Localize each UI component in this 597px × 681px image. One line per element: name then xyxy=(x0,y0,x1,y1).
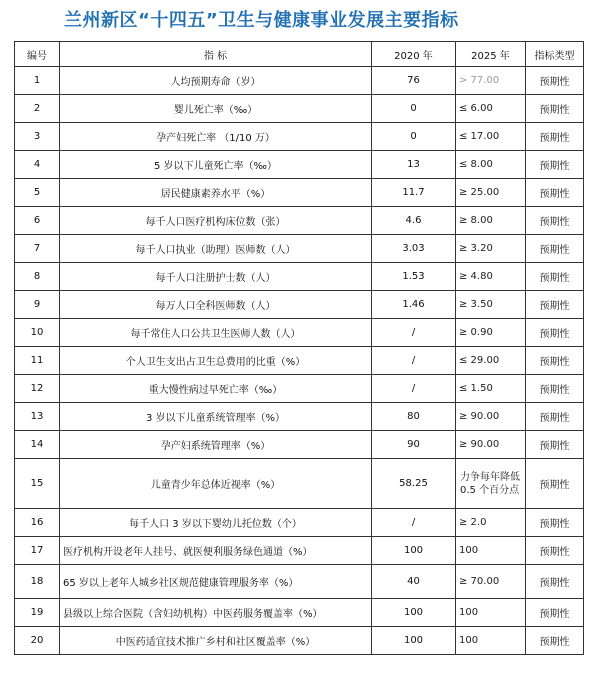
table-row xyxy=(15,347,584,375)
row-value-2020: 100 xyxy=(372,627,456,655)
table-row xyxy=(15,151,584,179)
row-type: 预期性 xyxy=(526,207,584,235)
row-value-2020: 58.25 xyxy=(372,459,456,509)
row-target-2025: ≤ 6.00 xyxy=(456,95,526,123)
row-target-2025: ≥ 70.00 xyxy=(456,565,526,599)
row-value-2020: 100 xyxy=(372,599,456,627)
row-num: 19 xyxy=(15,599,60,627)
header-num: 编号 xyxy=(15,42,60,67)
row-type: 预期性 xyxy=(526,291,584,319)
row-indicator: 重大慢性病过早死亡率（‰） xyxy=(60,375,372,403)
row-indicator: 5 岁以下儿童死亡率（‰） xyxy=(60,151,372,179)
row-indicator: 每万人口全科医师数（人） xyxy=(60,291,372,319)
row-target-2025: 100 xyxy=(456,627,526,655)
row-indicator: 65 岁以上老年人城乡社区规范健康管理服务率（%） xyxy=(60,565,372,599)
row-indicator: 居民健康素养水平（%） xyxy=(60,179,372,207)
row-type: 预期性 xyxy=(526,67,584,95)
row-target-2025: ≥ 25.00 xyxy=(456,179,526,207)
row-target-2025: 力争每年降低0.5 个百分点 xyxy=(456,459,526,509)
row-value-2020: 90 xyxy=(372,431,456,459)
row-num: 5 xyxy=(15,179,60,207)
row-value-2020: 13 xyxy=(372,151,456,179)
row-value-2020: 100 xyxy=(372,537,456,565)
table-row xyxy=(15,509,584,537)
table-row xyxy=(15,627,584,655)
row-num: 8 xyxy=(15,263,60,291)
row-num: 3 xyxy=(15,123,60,151)
header-row xyxy=(15,42,584,67)
table-row xyxy=(15,123,584,151)
row-indicator: 婴儿死亡率（‰） xyxy=(60,95,372,123)
row-num: 20 xyxy=(15,627,60,655)
row-indicator: 儿童青少年总体近视率（%） xyxy=(60,459,372,509)
row-value-2020: 80 xyxy=(372,403,456,431)
table-row xyxy=(15,375,584,403)
row-indicator: 每千常住人口公共卫生医师人数（人） xyxy=(60,319,372,347)
row-type: 预期性 xyxy=(526,95,584,123)
row-target-2025: ≥ 2.0 xyxy=(456,509,526,537)
row-num: 18 xyxy=(15,565,60,599)
header-2020: 2020 年 xyxy=(372,42,456,67)
row-indicator: 每千人口执业（助理）医师数（人） xyxy=(60,235,372,263)
row-value-2020: 0 xyxy=(372,95,456,123)
row-target-2025: ≤ 1.50 xyxy=(456,375,526,403)
header-type: 指标类型 xyxy=(526,42,584,67)
row-type: 预期性 xyxy=(526,403,584,431)
row-type: 预期性 xyxy=(526,235,584,263)
row-target-2025: 100 xyxy=(456,537,526,565)
document-title: 兰州新区“十四五”卫生与健康事业发展主要指标 xyxy=(64,10,459,31)
row-num: 13 xyxy=(15,403,60,431)
row-indicator: 每千人口注册护士数（人） xyxy=(60,263,372,291)
row-type: 预期性 xyxy=(526,375,584,403)
table-row xyxy=(15,95,584,123)
row-type: 预期性 xyxy=(526,347,584,375)
row-target-2025: ≤ 29.00 xyxy=(456,347,526,375)
table-row xyxy=(15,207,584,235)
row-type: 预期性 xyxy=(526,537,584,565)
row-value-2020: 11.7 xyxy=(372,179,456,207)
row-num: 10 xyxy=(15,319,60,347)
row-target-2025: ≥ 90.00 xyxy=(456,403,526,431)
row-target-2025: ≥ 3.20 xyxy=(456,235,526,263)
row-target-2025: ≥ 3.50 xyxy=(456,291,526,319)
row-value-2020: 76 xyxy=(372,67,456,95)
row-type: 预期性 xyxy=(526,599,584,627)
row-value-2020: / xyxy=(372,319,456,347)
row-type: 预期性 xyxy=(526,319,584,347)
row-num: 16 xyxy=(15,509,60,537)
row-target-2025: 100 xyxy=(456,599,526,627)
row-num: 17 xyxy=(15,537,60,565)
row-type: 预期性 xyxy=(526,151,584,179)
row-type: 预期性 xyxy=(526,179,584,207)
row-value-2020: 0 xyxy=(372,123,456,151)
row-target-2025: ≥ 8.00 xyxy=(456,207,526,235)
row-value-2020: 40 xyxy=(372,565,456,599)
row-num: 7 xyxy=(15,235,60,263)
header-name: 指 标 xyxy=(60,42,372,67)
row-type: 预期性 xyxy=(526,431,584,459)
row-type: 预期性 xyxy=(526,123,584,151)
row-indicator: 孕产妇死亡率 （1/10 万） xyxy=(60,123,372,151)
row-target-2025: ≤ 17.00 xyxy=(456,123,526,151)
row-type: 预期性 xyxy=(526,565,584,599)
table-row xyxy=(15,235,584,263)
table-row xyxy=(15,403,584,431)
row-indicator: 中医药适宜技术推广乡村和社区覆盖率（%） xyxy=(60,627,372,655)
table-row xyxy=(15,599,584,627)
row-indicator: 个人卫生支出占卫生总费用的比重（%） xyxy=(60,347,372,375)
row-type: 预期性 xyxy=(526,627,584,655)
table-row xyxy=(15,565,584,599)
table-row xyxy=(15,179,584,207)
row-num: 9 xyxy=(15,291,60,319)
table-row xyxy=(15,67,584,95)
row-indicator: 每千人口 3 岁以下婴幼儿托位数（个） xyxy=(60,509,372,537)
row-target-2025: ≤ 8.00 xyxy=(456,151,526,179)
row-indicator: 医疗机构开设老年人挂号、就医便利服务绿色通道（%） xyxy=(60,537,372,565)
row-num: 12 xyxy=(15,375,60,403)
row-num: 4 xyxy=(15,151,60,179)
row-value-2020: / xyxy=(372,347,456,375)
row-value-2020: 1.46 xyxy=(372,291,456,319)
row-indicator: 每千人口医疗机构床位数（张） xyxy=(60,207,372,235)
row-value-2020: 3.03 xyxy=(372,235,456,263)
row-num: 11 xyxy=(15,347,60,375)
row-value-2020: / xyxy=(372,509,456,537)
table-row xyxy=(15,291,584,319)
row-value-2020: 1.53 xyxy=(372,263,456,291)
table-row xyxy=(15,459,584,509)
row-num: 2 xyxy=(15,95,60,123)
table-row xyxy=(15,263,584,291)
row-type: 预期性 xyxy=(526,459,584,509)
row-num: 6 xyxy=(15,207,60,235)
header-2025: 2025 年 xyxy=(456,42,526,67)
row-target-2025: ≥ 0.90 xyxy=(456,319,526,347)
row-indicator: 3 岁以下儿童系统管理率（%） xyxy=(60,403,372,431)
row-target-2025: ≥ 4.80 xyxy=(456,263,526,291)
row-value-2020: / xyxy=(372,375,456,403)
row-num: 14 xyxy=(15,431,60,459)
table-row xyxy=(15,431,584,459)
row-target-2025: ≥ 90.00 xyxy=(456,431,526,459)
row-num: 15 xyxy=(15,459,60,509)
indicators-table xyxy=(14,41,584,655)
row-value-2020: 4.6 xyxy=(372,207,456,235)
row-indicator: 孕产妇系统管理率（%） xyxy=(60,431,372,459)
row-type: 预期性 xyxy=(526,263,584,291)
row-indicator: 人均预期寿命（岁） xyxy=(60,67,372,95)
row-type: 预期性 xyxy=(526,509,584,537)
table-row xyxy=(15,319,584,347)
row-indicator: 县级以上综合医院（含妇幼机构）中医药服务覆盖率（%） xyxy=(60,599,372,627)
row-num: 1 xyxy=(15,67,60,95)
row-target-2025: > 77.00 xyxy=(456,67,526,95)
table-row xyxy=(15,537,584,565)
